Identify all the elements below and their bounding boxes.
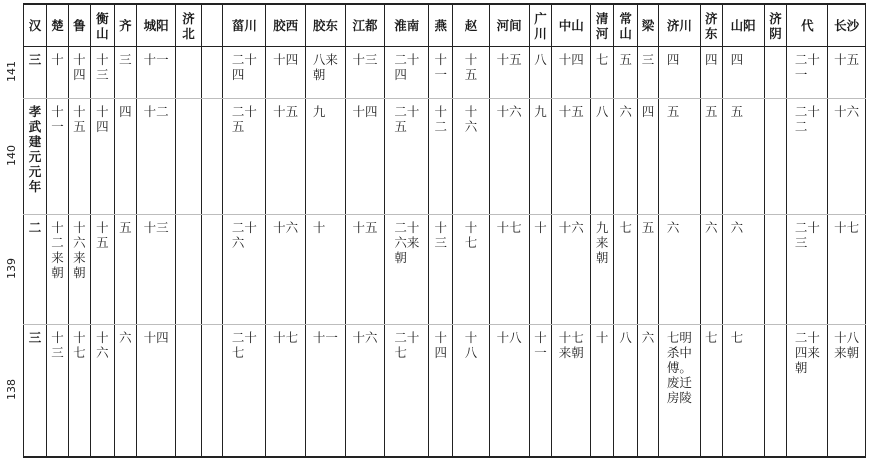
column-header-label: 山阳 <box>730 18 756 33</box>
cell-text: 八 <box>595 104 609 119</box>
table-cell <box>614 215 638 325</box>
cell-text: 二十五 <box>394 104 420 134</box>
table-body <box>24 47 866 457</box>
cell-text: 十七 <box>273 330 299 345</box>
cell-text: 四 <box>641 104 655 119</box>
table-cell <box>201 47 223 99</box>
table-cell <box>385 99 429 215</box>
table-cell <box>68 325 90 457</box>
table-cell <box>552 215 591 325</box>
column-header-label: 广川 <box>534 10 547 41</box>
column-header <box>614 4 638 47</box>
table-cell <box>345 99 385 215</box>
table-cell <box>453 215 490 325</box>
table-cell <box>529 47 552 99</box>
table-cell <box>24 47 47 99</box>
column-header <box>429 4 453 47</box>
table-cell <box>700 215 722 325</box>
cell-text: 十七 <box>73 330 86 360</box>
table-cell <box>591 47 614 99</box>
column-header <box>453 4 490 47</box>
table-cell <box>46 99 68 215</box>
table-cell <box>266 99 306 215</box>
table-cell <box>68 215 90 325</box>
column-header-label: 胶西 <box>273 18 299 33</box>
table-cell <box>176 325 201 457</box>
cell-text: 二十四来朝 <box>794 330 820 375</box>
cell-text: 十二来朝 <box>51 220 64 280</box>
table-cell <box>659 47 701 99</box>
column-header-label: 赵 <box>464 18 478 33</box>
table-cell <box>266 325 306 457</box>
column-header-label: 河间 <box>496 18 522 33</box>
table-cell <box>787 215 828 325</box>
table-cell <box>345 325 385 457</box>
cell-text: 三 <box>641 52 655 67</box>
column-header-label: 济东 <box>705 10 718 41</box>
table-cell <box>201 325 223 457</box>
cell-text: 七 <box>705 330 718 345</box>
cell-text: 二十五 <box>231 104 257 134</box>
cell-text: 五 <box>730 104 744 119</box>
table-cell <box>429 47 453 99</box>
table-cell <box>722 325 764 457</box>
column-header-label: 常山 <box>619 10 632 41</box>
table-cell <box>90 325 114 457</box>
column-header <box>266 4 306 47</box>
table-cell <box>787 47 828 99</box>
table-cell <box>764 47 787 99</box>
column-header-label: 梁 <box>641 18 655 33</box>
table-cell <box>68 47 90 99</box>
table-cell <box>306 99 346 215</box>
cell-text: 十一 <box>312 330 338 345</box>
cell-text: 十四 <box>96 104 109 134</box>
cell-text: 十四 <box>352 104 378 119</box>
table-cell <box>266 47 306 99</box>
cell-text: 七 <box>730 330 744 345</box>
table-cell <box>114 99 136 215</box>
cell-text: 二十一 <box>794 52 820 82</box>
cell-text: 十三 <box>143 220 169 235</box>
table-cell <box>552 325 591 457</box>
cell-text: 二十三 <box>794 220 820 250</box>
year-label-140: 140 <box>4 144 18 166</box>
column-header <box>176 4 201 47</box>
cell-text: 四 <box>705 52 718 67</box>
column-header <box>659 4 701 47</box>
table-cell <box>764 215 787 325</box>
cell-text: 五 <box>666 104 680 119</box>
table-cell <box>176 47 201 99</box>
table-cell <box>114 325 136 457</box>
cell-text: 五 <box>619 52 632 67</box>
table-cell <box>46 325 68 457</box>
cell-text: 二十七 <box>231 330 257 360</box>
cell-text: 十八 <box>496 330 522 345</box>
table-cell <box>659 325 701 457</box>
column-header-label: 燕 <box>434 18 448 33</box>
column-header-label: 济阴 <box>769 10 782 41</box>
table-cell <box>764 99 787 215</box>
cell-text: 二十七 <box>394 330 420 360</box>
column-header-label: 济川 <box>666 18 692 33</box>
table-cell <box>828 47 866 99</box>
table-cell <box>529 325 552 457</box>
table-cell <box>828 325 866 457</box>
cell-text: 十六 <box>273 220 299 235</box>
column-header <box>24 4 47 47</box>
cell-text: 三 <box>28 52 42 67</box>
table-cell <box>306 215 346 325</box>
cell-text: 二 <box>28 220 42 235</box>
column-header <box>552 4 591 47</box>
column-header-label: 楚 <box>51 18 64 33</box>
cell-text: 十二 <box>434 104 448 134</box>
column-header-label: 菑川 <box>231 18 257 33</box>
cell-text: 十 <box>51 52 64 67</box>
column-header <box>114 4 136 47</box>
table-cell <box>385 47 429 99</box>
cell-text: 二十四 <box>231 52 257 82</box>
cell-text: 四 <box>119 104 132 119</box>
table-cell <box>614 325 638 457</box>
cell-text: 十五 <box>96 220 109 250</box>
table-cell <box>24 99 47 215</box>
cell-text: 十七 <box>464 220 478 250</box>
cell-text: 九 <box>534 104 547 119</box>
table-cell <box>638 215 659 325</box>
table-cell <box>429 99 453 215</box>
column-header <box>345 4 385 47</box>
year-label-141: 141 <box>4 60 18 82</box>
table-header-row <box>24 4 866 47</box>
table-cell <box>266 215 306 325</box>
table-cell <box>489 325 529 457</box>
table-cell <box>700 325 722 457</box>
table-cell <box>429 215 453 325</box>
cell-text: 十三 <box>96 52 109 82</box>
column-header <box>306 4 346 47</box>
table-cell <box>201 99 223 215</box>
table-cell <box>722 215 764 325</box>
column-header <box>787 4 828 47</box>
column-header-label: 衡山 <box>96 10 109 41</box>
table-cell <box>136 47 176 99</box>
cell-text: 十八 <box>464 330 478 360</box>
table-cell <box>453 325 490 457</box>
table-cell <box>764 325 787 457</box>
cell-text: 十七 <box>834 220 860 235</box>
chronology-table <box>23 3 866 458</box>
cell-text: 十三 <box>352 52 378 67</box>
table-cell <box>46 215 68 325</box>
cell-text: 十五 <box>558 104 584 119</box>
cell-text: 六 <box>705 220 718 235</box>
cell-text: 十一 <box>534 330 547 360</box>
cell-text: 八 <box>534 52 547 67</box>
cell-text: 十六来朝 <box>73 220 86 280</box>
column-header-label: 中山 <box>558 18 584 33</box>
cell-text: 十四 <box>558 52 584 67</box>
column-header <box>529 4 552 47</box>
cell-text: 十八来朝 <box>834 330 860 360</box>
cell-text: 孝武建元元年 <box>28 104 42 194</box>
table-cell <box>176 215 201 325</box>
table-cell <box>489 47 529 99</box>
table-cell <box>489 99 529 215</box>
table-cell <box>700 47 722 99</box>
table-cell <box>552 99 591 215</box>
table-cell <box>529 99 552 215</box>
column-header <box>46 4 68 47</box>
cell-text: 十一 <box>143 52 169 67</box>
year-label-138: 138 <box>4 378 18 400</box>
table-cell <box>659 99 701 215</box>
cell-text: 十七来朝 <box>558 330 584 360</box>
table-cell <box>529 215 552 325</box>
table-cell <box>90 99 114 215</box>
table-cell <box>638 47 659 99</box>
cell-text: 四 <box>666 52 680 67</box>
column-header <box>591 4 614 47</box>
column-header-label: 长沙 <box>834 18 860 33</box>
cell-text: 十四 <box>434 330 448 360</box>
table-cell <box>345 215 385 325</box>
table-cell <box>46 47 68 99</box>
cell-text: 十五 <box>834 52 860 67</box>
table-cell <box>306 325 346 457</box>
table-cell <box>489 215 529 325</box>
cell-text: 十 <box>312 220 326 235</box>
table-cell <box>223 325 266 457</box>
cell-text: 五 <box>641 220 655 235</box>
cell-text: 十 <box>595 330 609 345</box>
column-header <box>489 4 529 47</box>
table-cell <box>114 215 136 325</box>
cell-text: 十五 <box>464 52 478 82</box>
table-cell <box>385 325 429 457</box>
column-header-label: 代 <box>801 18 814 33</box>
table-cell <box>114 47 136 99</box>
cell-text: 十 <box>534 220 547 235</box>
cell-text: 三 <box>119 52 132 67</box>
cell-text: 六 <box>119 330 132 345</box>
cell-text: 十六 <box>834 104 860 119</box>
column-header <box>201 4 223 47</box>
cell-text: 十四 <box>143 330 169 345</box>
table-cell <box>453 47 490 99</box>
cell-text: 十三 <box>51 330 64 360</box>
cell-text: 六 <box>730 220 744 235</box>
table-cell <box>787 99 828 215</box>
cell-text: 二十四 <box>394 52 420 82</box>
table-cell <box>591 99 614 215</box>
cell-text: 十六 <box>96 330 109 360</box>
column-header-label: 江都 <box>352 18 378 33</box>
column-header <box>638 4 659 47</box>
table-cell <box>700 99 722 215</box>
cell-text: 四 <box>730 52 744 67</box>
cell-text: 十五 <box>352 220 378 235</box>
table-cell <box>638 99 659 215</box>
table-cell <box>223 99 266 215</box>
cell-text: 十五 <box>273 104 299 119</box>
cell-text: 十六 <box>558 220 584 235</box>
cell-text: 十二 <box>143 104 169 119</box>
cell-text: 八 <box>619 330 632 345</box>
cell-text: 三 <box>28 330 42 345</box>
table-cell <box>591 215 614 325</box>
table-cell <box>90 47 114 99</box>
table-row <box>24 325 866 457</box>
cell-text: 十一 <box>434 52 448 82</box>
table-cell <box>828 99 866 215</box>
cell-text: 二十二 <box>794 104 820 134</box>
cell-text: 十五 <box>496 52 522 67</box>
table-cell <box>176 99 201 215</box>
cell-text: 十七 <box>496 220 522 235</box>
table-cell <box>136 215 176 325</box>
column-header <box>136 4 176 47</box>
table-cell <box>787 325 828 457</box>
table-cell <box>223 47 266 99</box>
table-row <box>24 99 866 215</box>
cell-text: 六 <box>666 220 680 235</box>
table-cell <box>136 325 176 457</box>
cell-text: 五 <box>119 220 132 235</box>
cell-text: 十四 <box>73 52 86 82</box>
table-cell <box>659 215 701 325</box>
cell-text: 七明杀中傅。废迁房陵 <box>666 330 692 405</box>
table-cell <box>345 47 385 99</box>
table-row <box>24 215 866 325</box>
table-row <box>24 47 866 99</box>
column-header <box>68 4 90 47</box>
table-cell <box>614 47 638 99</box>
column-header-label: 齐 <box>119 18 132 33</box>
cell-text: 二十六来朝 <box>394 220 420 265</box>
column-header-label: 胶东 <box>312 18 338 33</box>
table-cell <box>722 99 764 215</box>
table-cell <box>591 325 614 457</box>
table-cell <box>552 47 591 99</box>
table-cell <box>68 99 90 215</box>
table-cell <box>306 47 346 99</box>
column-header-label: 淮南 <box>394 18 420 33</box>
cell-text: 十四 <box>273 52 299 67</box>
cell-text: 七 <box>619 220 632 235</box>
column-header-label: 清河 <box>595 10 609 41</box>
column-header <box>700 4 722 47</box>
table-cell <box>136 99 176 215</box>
cell-text: 十六 <box>496 104 522 119</box>
cell-text: 五 <box>705 104 718 119</box>
cell-text: 十六 <box>352 330 378 345</box>
cell-text: 十一 <box>51 104 64 134</box>
column-header <box>828 4 866 47</box>
column-header <box>764 4 787 47</box>
column-header <box>385 4 429 47</box>
table-cell <box>24 325 47 457</box>
cell-text: 二十六 <box>231 220 257 250</box>
table-cell <box>429 325 453 457</box>
column-header-label: 鲁 <box>73 18 86 33</box>
column-header <box>90 4 114 47</box>
cell-text: 十三 <box>434 220 448 250</box>
table-cell <box>201 215 223 325</box>
column-header <box>223 4 266 47</box>
column-header-label: 城阳 <box>143 18 169 33</box>
table-cell <box>614 99 638 215</box>
column-header-label: 汉 <box>28 18 42 33</box>
cell-text: 十六 <box>464 104 478 134</box>
cell-text: 八来朝 <box>312 52 338 82</box>
cell-text: 九 <box>312 104 326 119</box>
table-cell <box>385 215 429 325</box>
cell-text: 九来朝 <box>595 220 609 265</box>
table-cell <box>638 325 659 457</box>
column-header-label: 济北 <box>182 10 195 41</box>
table-cell <box>453 99 490 215</box>
table-cell <box>722 47 764 99</box>
cell-text: 十五 <box>73 104 86 134</box>
table-cell <box>223 215 266 325</box>
cell-text: 七 <box>595 52 609 67</box>
cell-text: 六 <box>641 330 655 345</box>
column-header <box>722 4 764 47</box>
cell-text: 六 <box>619 104 632 119</box>
table-cell <box>828 215 866 325</box>
year-label-139: 139 <box>4 257 18 279</box>
table-cell <box>24 215 47 325</box>
table-cell <box>90 215 114 325</box>
